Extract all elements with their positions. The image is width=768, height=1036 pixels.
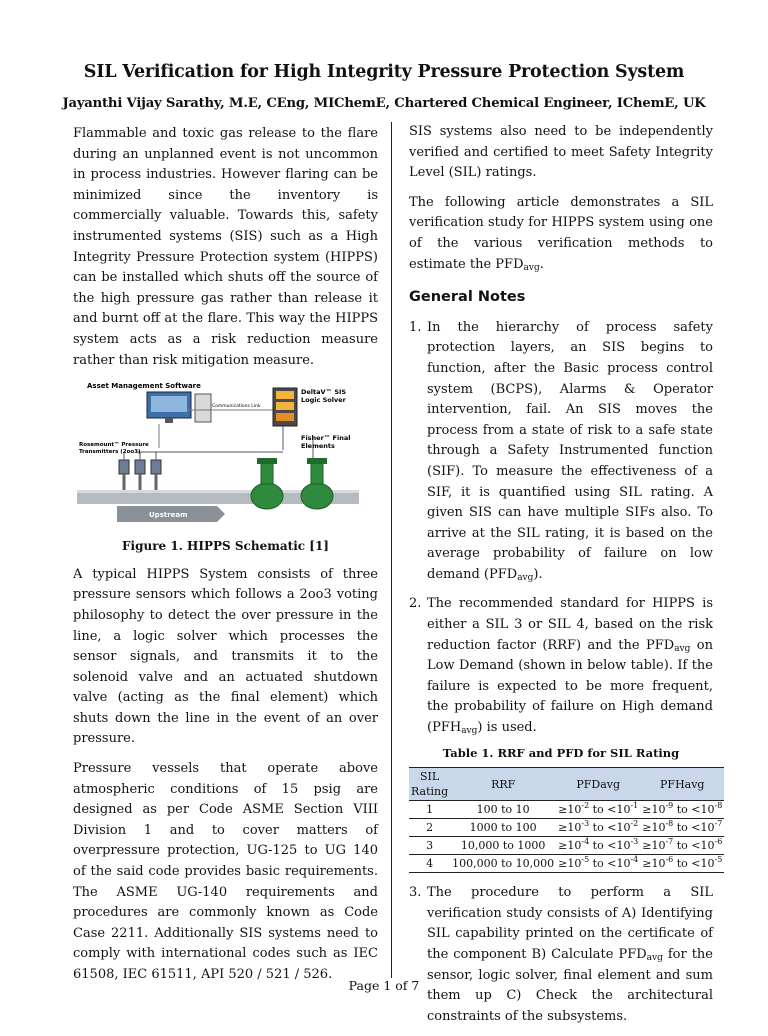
figure-label-comm: Communications Link [212, 404, 261, 410]
cell-pfd [556, 801, 640, 819]
notes-list [409, 318, 713, 739]
purpose-subscript: avg [523, 262, 540, 273]
purpose-text: The following article demonstrates a SIL verification study for HIPPS system using one of the various verification methods to estimate the PFD [409, 194, 713, 272]
pfh-part: -6 [714, 837, 723, 847]
pfd-part: -2 [581, 801, 590, 811]
pfh-part: ≥10 [642, 839, 666, 853]
cell-rrf: 1000 to 100 [450, 819, 556, 837]
note-item [409, 883, 713, 1027]
pfd-part: to <10 [589, 803, 631, 817]
pfh-part: ≥10 [642, 821, 666, 835]
note-number: 2. [409, 596, 422, 612]
cell-rrf: 10,000 to 1000 [450, 837, 556, 855]
figure-label-asset: Asset Management Software [87, 382, 201, 391]
pfh-part: -9 [665, 801, 674, 811]
figure-label-fisher1: Fisher™ Final [301, 434, 351, 443]
pfd-part: ≥10 [558, 821, 582, 835]
pfh-part: -6 [665, 855, 674, 865]
note-subscript: avg [674, 643, 691, 654]
header-pfh: PFHavg [640, 768, 724, 801]
pfh-part: -7 [665, 837, 674, 847]
hipps-description-paragraph: A typical HIPPS System consists of three pressure sensors which follows a 2oo3 voting philosophy to detect the over pressure in the line, a logic solver which processes the sensor signals, and transmits it to the solenoid valve and an actuated shutdown valve (acting as the final element) which shuts down the line in the event of an over pressure. [73, 566, 378, 747]
note-number: 3. [409, 885, 422, 901]
pfd-part: -5 [581, 855, 590, 865]
table-header-row [409, 768, 724, 801]
pfh-part: to <10 [673, 839, 715, 853]
note-end: ). [533, 566, 543, 582]
pfd-part: -1 [630, 801, 639, 811]
intro-paragraph: Flammable and toxic gas release to the flare during an unplanned event is not uncommon in process industries. However flaring can be minimized since the inventory is commercially valuable. Towards this, safety instrumented systems (SIS) such as a High Integrity Pressure Protection system (HIPPS) can be installed which shuts off the source of the high pressure gas rather than release it and burnt off at the flare. This way the HIPPS system acts as a risk reduction measure rather than risk mitigation measure. [73, 126, 378, 368]
sil-rating-table [409, 767, 724, 873]
purpose-end: . [539, 256, 544, 272]
pfd-part: to <10 [589, 839, 631, 853]
cell-pfh [640, 801, 724, 819]
table-caption: Table 1. RRF and PFD for SIL Rating [442, 745, 680, 760]
pfh-part: ≥10 [642, 803, 666, 817]
figure-label-delta2: Logic Solver [301, 396, 346, 405]
cell-sil: 1 [409, 801, 450, 819]
cell-pfd [556, 837, 640, 855]
cell-rrf: 100,000 to 10,000 [450, 855, 556, 873]
note-end: ) is used. [477, 720, 537, 736]
pressure-transmitter-group [119, 452, 161, 492]
pfd-part: to <10 [589, 857, 631, 871]
pfd-part: -2 [630, 819, 639, 829]
document-title: SIL Verification for High Integrity Pressure Protection System [83, 62, 685, 82]
cell-rrf: 100 to 10 [450, 801, 556, 819]
cell-pfd [556, 819, 640, 837]
figure-label-rose2: Transmitters (2oo3) [79, 449, 141, 456]
pfd-part: -4 [630, 855, 639, 865]
table-row [409, 837, 724, 855]
header-pfd: PFDavg [556, 768, 640, 801]
pfh-part: -7 [714, 819, 723, 829]
table-row [409, 801, 724, 819]
note-text: In the hierarchy of process safety protection layers, an SIS begins to function, after the Basic process control system (BCPS), Alarms & Operator intervention, fail. An SIS moves the process from a state of risk to a safe state through a Safety Instrumented function (SIF). To measure the effectiveness of a SIF, it is quantified using SIL rating. A given SIS can have multiple SIFs also. To arrive at the SIL rating, it is based on the average probability of failure on low demand (PFD [427, 319, 713, 582]
cell-sil: 4 [409, 855, 450, 873]
cell-sil: 2 [409, 819, 450, 837]
table-row [409, 819, 724, 837]
note-item [409, 594, 713, 738]
general-notes-heading: General Notes [409, 289, 526, 306]
note-subscript: avg [646, 953, 663, 963]
pfd-part: ≥10 [558, 839, 582, 853]
pfd-part: ≥10 [558, 857, 582, 871]
author-line: Jayanthi Vijay Sarathy, M.E, CEng, MIChemE, Chartered Chemical Engineer, IChemE, UK [62, 96, 706, 111]
pfh-part: to <10 [673, 821, 715, 835]
table-body [409, 801, 724, 873]
table-row [409, 855, 724, 873]
header-sil: SIL Rating [409, 768, 450, 801]
asme-paragraph: Pressure vessels that operate above atmospheric conditions of 15 psig are designed as per Code ASME Section VIII Division 1 and to cover matters of overpressure protection, UG-125 to UG 140 of the said code provides basic requirements. The ASME UG-140 requirements and procedures are commonly known as Code Case 2211. Additionally SIS systems need to comply with international codes such as IEC 61508, IEC 61511, API 520 / 521 / 526. [73, 761, 378, 982]
page-number: Page 1 of 7 [348, 978, 420, 993]
pfd-part: to <10 [589, 821, 631, 835]
cell-pfh [640, 837, 724, 855]
cell-pfh [640, 819, 724, 837]
note-text: for the sensor, logic solver, final element and sum them up C) Check the architectural constraints of the subsystems. [427, 947, 713, 1024]
pfh-part: -8 [714, 801, 723, 811]
note-number: 1. [409, 319, 422, 335]
right-column [409, 122, 723, 1036]
article-purpose-paragraph [409, 193, 713, 275]
pfd-part: -3 [630, 837, 639, 847]
header-rrf: RRF [450, 768, 556, 801]
note-item [409, 318, 713, 586]
figure-label-delta1: DeltaV™ SIS [301, 388, 347, 397]
note-subscript: avg [461, 726, 478, 737]
column-divider [391, 122, 392, 978]
note-text: The recommended standard for HIPPS is either a SIL 3 or SIL 4, based on the risk reduction factor (RRF) and the PFD [427, 596, 713, 653]
cell-pfh [640, 855, 724, 873]
figure-label-upstream: Upstream [149, 511, 188, 520]
hipps-schematic-figure [77, 380, 359, 530]
note-text: on Low Demand (shown in below table). If the failure is expected to be more frequent, the probability of failure on High demand (PFH [427, 637, 713, 736]
left-column [73, 124, 378, 986]
pfh-part: to <10 [673, 803, 715, 817]
note-subscript: avg [517, 572, 534, 583]
pfd-part: -4 [581, 837, 590, 847]
figure-label-rose1: Rosemount™ Pressure [79, 442, 149, 449]
pfh-part: -8 [665, 819, 674, 829]
notes-list-continued [409, 883, 713, 1027]
pfd-part: ≥10 [558, 803, 582, 817]
cell-pfd [556, 855, 640, 873]
hipps-schematic-drawing [77, 380, 359, 530]
figure-label-fisher2: Elements [301, 442, 335, 451]
note-text: The procedure to perform a SIL verification study consists of A) Identifying SIL capability printed on the certificate of the component B) Calculate PFD [427, 885, 713, 962]
pfd-part: -3 [581, 819, 590, 829]
cell-sil: 3 [409, 837, 450, 855]
pfh-part: ≥10 [642, 857, 666, 871]
pfh-part: to <10 [673, 857, 715, 871]
figure-caption: Figure 1. HIPPS Schematic [1] [122, 539, 329, 554]
sis-certification-paragraph: SIS systems also need to be independently verified and certified to meet Safety Integrity Level (SIL) ratings. [409, 124, 713, 181]
pfh-part: -5 [714, 855, 723, 865]
